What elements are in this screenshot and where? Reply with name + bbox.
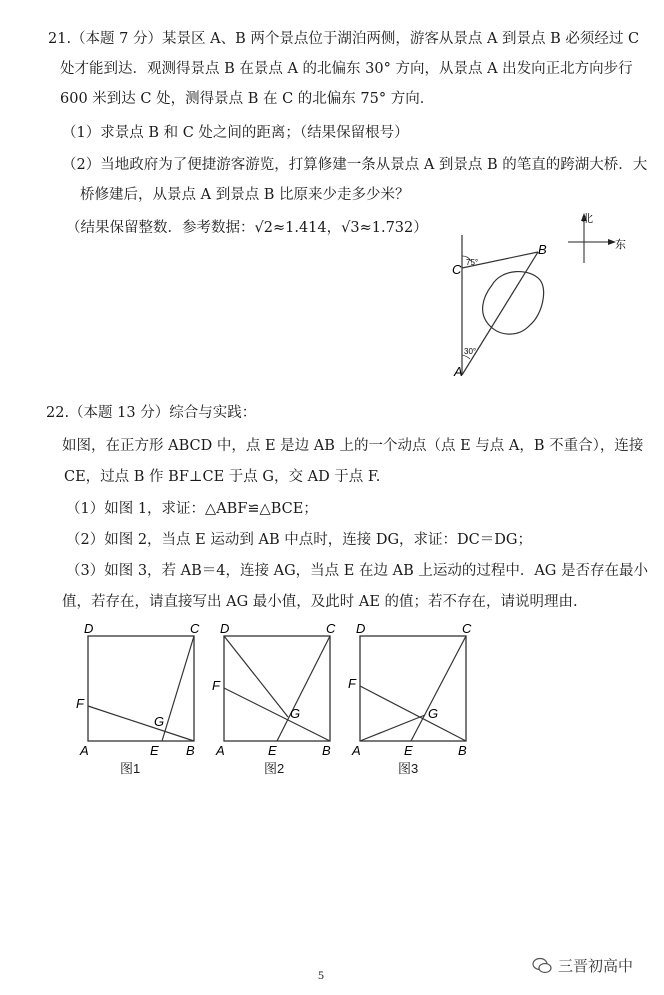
north-label: 北 <box>582 213 593 225</box>
compass-diagram <box>560 208 630 268</box>
figure-2 <box>210 620 340 760</box>
q21-line-2: 处才能到达．观测得景点 B 在景点 A 的北偏东 30° 方向，从景点 A 出发向正北方向步行 <box>60 61 633 77</box>
fig2-label-e: E <box>268 743 277 758</box>
fig1-label-e: E <box>150 743 159 758</box>
watermark <box>532 955 633 976</box>
fig3-label-e: E <box>404 743 413 758</box>
q21-line-3: 600 米到达 C 处，测得景点 B 在 C 的北偏东 75° 方向． <box>60 91 435 107</box>
q21-part-2b: 桥修建后，从景点 A 到景点 B 比原来少走多少米？ <box>80 187 410 203</box>
fig2-label-a: A <box>216 743 225 758</box>
page-number: 5 <box>318 968 324 982</box>
east-label: 东 <box>615 239 626 251</box>
q22-part-3b: 值，若存在，请直接写出 AG 最小值，及此时 AE 的值；若不存在，请说明理由. <box>62 594 578 610</box>
q22-part-2: （2）如图 2，当点 E 运动到 AB 中点时，连接 DG，求证：DC＝DG； <box>66 532 532 548</box>
fig2-label-f: F <box>212 678 220 693</box>
fig2-label-c: C <box>326 621 336 636</box>
q22-part-1: （1）如图 1，求证：△ABF≌△BCE； <box>66 501 318 517</box>
fig1-label-b: B <box>186 743 195 758</box>
q21-line-1: 21.（本题 7 分）某景区 A、B 两个景点位于湖泊两侧，游客从景点 A 到景点 B 必须经过 C <box>48 31 640 47</box>
angle-75-label: 75° <box>466 258 479 267</box>
q22-part-3a: （3）如图 3，若 AB＝4，连接 AG，当点 E 在边 AB 上运动的过程中．AG 是否存在最小 <box>66 563 648 579</box>
fig3-label-d: D <box>356 621 366 636</box>
q21-note: （结果保留整数．参考数据：√2≈1.414，√3≈1.732） <box>66 220 428 236</box>
wechat-icon <box>532 957 552 975</box>
angle-30-label: 30° <box>464 347 477 356</box>
point-b-label: B <box>538 242 547 257</box>
fig1-label-d: D <box>84 621 94 636</box>
lake-diagram <box>440 230 560 380</box>
figure-3-caption: 图3 <box>398 761 419 776</box>
fig2-label-b: B <box>322 743 331 758</box>
fig1-label-c: C <box>190 621 200 636</box>
q22-line-1: 22.（本题 13 分）综合与实践： <box>46 405 257 421</box>
point-a-label: A <box>454 364 463 379</box>
fig1-label-a: A <box>80 743 89 758</box>
fig2-label-g: G <box>290 706 301 721</box>
watermark-text: 三晋初高中 <box>558 957 634 975</box>
q22-line-3: CE，过点 B 作 BF⊥CE 于点 G，交 AD 于点 F. <box>64 469 381 485</box>
fig3-label-f: F <box>348 676 356 691</box>
fig1-label-g: G <box>154 714 165 729</box>
figure-1 <box>74 620 204 760</box>
point-c-label: C <box>452 262 462 277</box>
figure-1-caption: 图1 <box>120 761 141 776</box>
fig3-label-c: C <box>462 621 472 636</box>
fig3-label-g: G <box>428 706 439 721</box>
figure-2-caption: 图2 <box>264 761 285 776</box>
fig1-label-f: F <box>76 696 84 711</box>
lake-outline <box>483 272 544 335</box>
fig3-label-a: A <box>352 743 361 758</box>
q21-part-1: （1）求景点 B 和 C 处之间的距离；（结果保留根号） <box>62 125 409 141</box>
figure-3 <box>346 620 476 760</box>
fig2-label-d: D <box>220 621 230 636</box>
q21-part-2a: （2）当地政府为了便捷游客游览，打算修建一条从景点 A 到景点 B 的笔直的跨湖大桥．大 <box>62 157 648 173</box>
fig3-label-b: B <box>458 743 467 758</box>
q22-line-2: 如图，在正方形 ABCD 中，点 E 是边 AB 上的一个动点（点 E 与点 A，B 不重合），连接 <box>62 438 644 454</box>
